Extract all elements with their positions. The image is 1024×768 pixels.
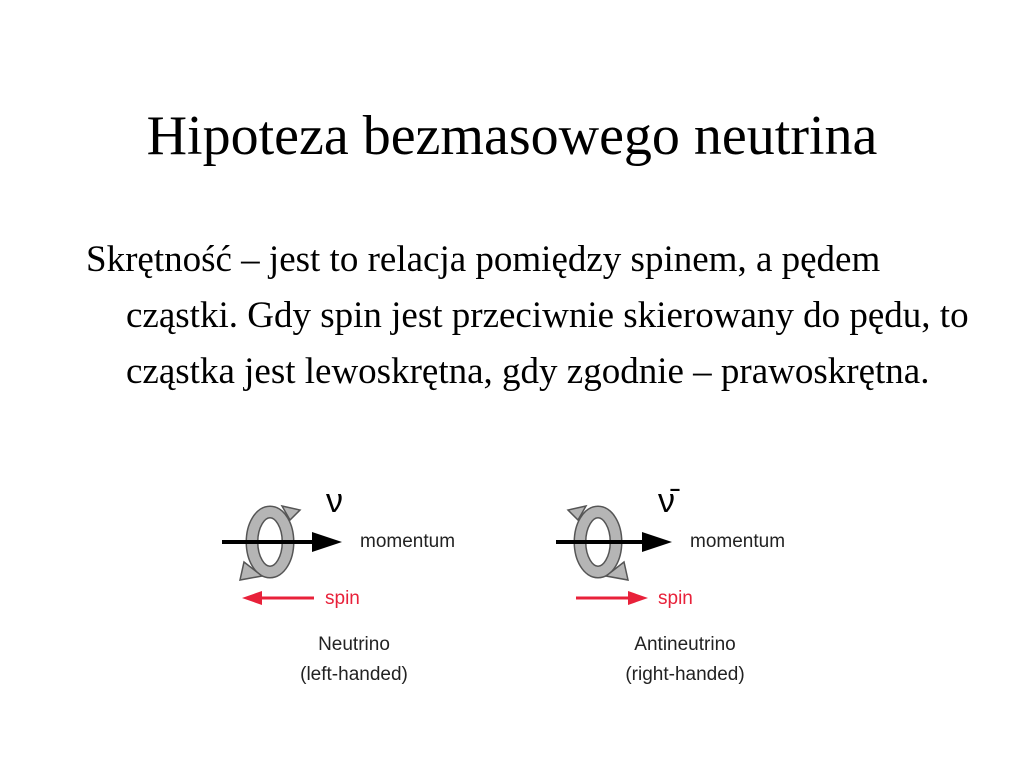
antineutrino-handedness: (right-handed): [625, 664, 745, 685]
antineutrino-caption: [565, 630, 805, 690]
neutrino-spin-arrow: [242, 591, 314, 605]
neutrino-diagram: [222, 482, 455, 609]
neutrino-handedness: (left-handed): [300, 664, 408, 685]
neutrino-symbol: ν: [326, 482, 343, 520]
neutrino-name: Neutrino: [318, 634, 390, 655]
antineutrino-spin-arrow: [576, 591, 648, 605]
neutrino-momentum-label: momentum: [360, 531, 456, 552]
helicity-diagram: [0, 470, 1024, 710]
antineutrino-diagram: [556, 482, 785, 609]
neutrino-caption: [234, 630, 474, 690]
antineutrino-spin-label: spin: [658, 588, 693, 609]
antineutrino-name: Antineutrino: [634, 634, 736, 655]
helicity-figure: [0, 470, 1024, 710]
slide-body-text: Skrętność – jest to relacja pomiędzy spinem, a pędem cząstki. Gdy spin jest przeciwnie skierowany do pędu, to cząstka jest lewoskrętna, gdy zgodnie – prawoskrętna.: [86, 239, 969, 392]
neutrino-spin-label: spin: [325, 588, 360, 609]
slide-title: Hipoteza bezmasowego neutrina: [146, 105, 878, 167]
antineutrino-momentum-label: momentum: [690, 531, 786, 552]
antineutrino-symbol: ν̄: [658, 482, 675, 520]
